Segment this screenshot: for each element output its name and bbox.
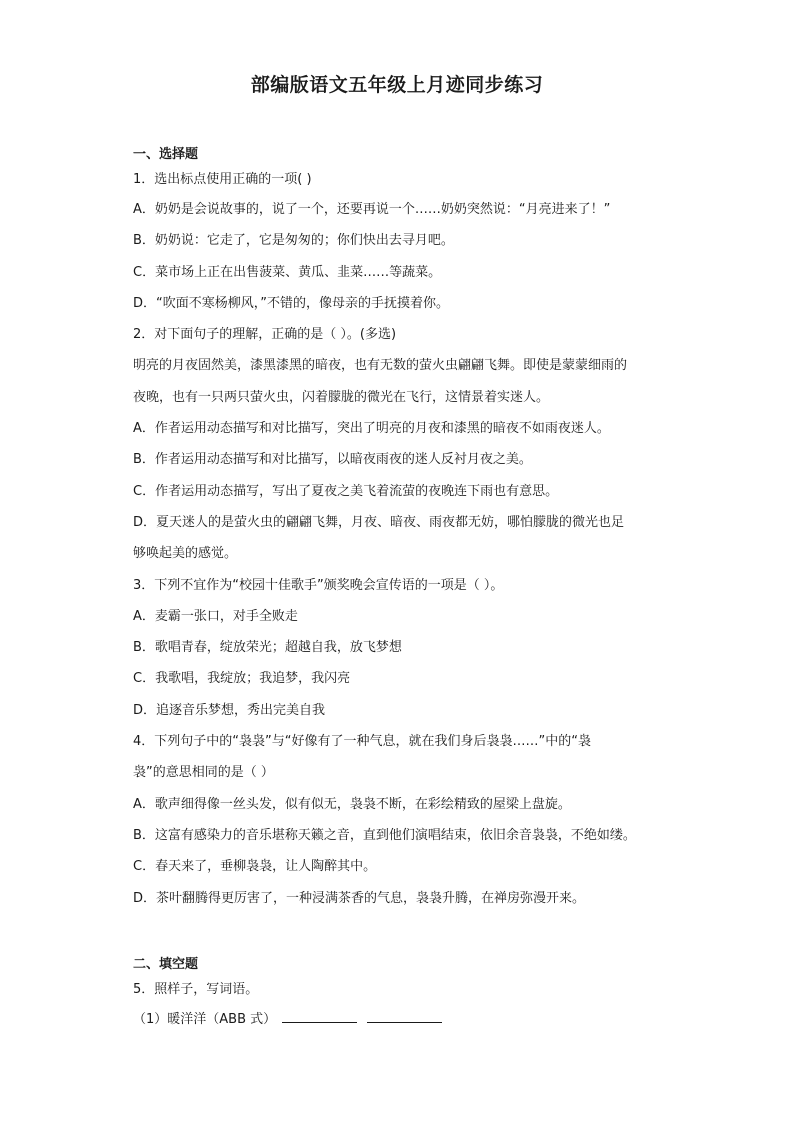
question-line: 4．下列句子中的“袅袅”与“好像有了一种气息，就在我们身后袅袅……”中的“袅 xyxy=(133,734,591,750)
fill-item xyxy=(133,1004,673,1035)
question-line: 5．照样子，写词语。 xyxy=(133,981,259,997)
option-line: D．追逐音乐梦想，秀出完美自我 xyxy=(133,702,326,718)
section-heading-fill: 二、填空题 xyxy=(133,956,199,972)
section-heading-choice: 一、选择题 xyxy=(133,147,199,162)
option-line: D．夏天迷人的是萤火虫的翩翩飞舞，月夜、暗夜、雨夜都无妨，哪怕朦胧的微光也足 xyxy=(133,514,625,530)
option-line: D．“吹面不寒杨柳风，”不错的，像母亲的手抚摸着你。 xyxy=(133,295,449,311)
section-spacer xyxy=(133,914,673,954)
option-line: A．歌声细得像一丝头发，似有似无，袅袅不断，在彩绘精致的屋梁上盘旋。 xyxy=(133,796,571,812)
fill-item-label: （1）暖洋洋（ABB 式） xyxy=(133,1011,277,1027)
option-line: C．作者运用动态描写，写出了夏夜之美飞着流萤的夜晚连下雨也有意思。 xyxy=(133,483,559,499)
option-line: C．我歌唱，我绽放；我追梦，我闪亮 xyxy=(133,671,351,687)
option-line: D．茶叶翻腾得更厉害了，一种浸满茶香的气息，袅袅升腾，在禅房弥漫开来。 xyxy=(133,890,586,906)
question-line: 1．选出标点使用正确的一项( ) xyxy=(133,172,312,187)
option-line: C．菜市场上正在出售菠菜、黄瓜、韭菜……等蔬菜。 xyxy=(133,264,442,280)
option-line: B．作者运用动态描写和对比描写，以暗夜雨夜的迷人反衬月夜之美。 xyxy=(133,452,532,468)
option-line: B．奶奶说：它走了，它是匆匆的；你们快出去寻月吧。 xyxy=(133,233,454,249)
answer-blank[interactable] xyxy=(367,1008,442,1023)
option-line: A．作者运用动态描写和对比描写，突出了明亮的月夜和漆黑的暗夜不如雨夜迷人。 xyxy=(133,421,610,437)
option-line: A．麦霸一张口，对手全败走 xyxy=(133,608,298,624)
option-line: B．这富有感染力的音乐堪称天籁之音，直到他们演唱结束，依旧余音袅袅，不绝如缕。 xyxy=(133,827,636,843)
passage-line: 明亮的月夜固然美，漆黑漆黑的暗夜，也有无数的萤火虫翩翩飞舞。即使是蒙蒙细雨的 xyxy=(133,358,628,374)
page-title: 部编版语文五年级上月迹同步练习 xyxy=(250,74,544,96)
choice-questions xyxy=(133,166,673,914)
document-body xyxy=(133,144,673,1035)
question-line: 袅”的意思相同的是（ ） xyxy=(133,765,274,781)
option-line: C．春天来了，垂柳袅袅，让人陶醉其中。 xyxy=(133,859,377,875)
option-line: 够唤起美的感觉。 xyxy=(133,546,238,562)
option-line: A．奶奶是会说故事的，说了一个，还要再说一个……奶奶突然说：“月亮进来了！” xyxy=(133,202,611,217)
passage-line: 夜晚，也有一只两只萤火虫，闪着朦胧的微光在飞行，这情景着实迷人。 xyxy=(133,389,550,405)
answer-blank[interactable] xyxy=(282,1008,357,1023)
question-line: 2．对下面句子的理解，正确的是（ ）。(多选) xyxy=(133,327,397,343)
question-line: 3．下列不宜作为“校园十佳歌手”颁奖晚会宣传语的一项是（ ）。 xyxy=(133,577,504,593)
option-line: B．歌唱青春，绽放荣光；超越自我，放飞梦想 xyxy=(133,640,402,656)
